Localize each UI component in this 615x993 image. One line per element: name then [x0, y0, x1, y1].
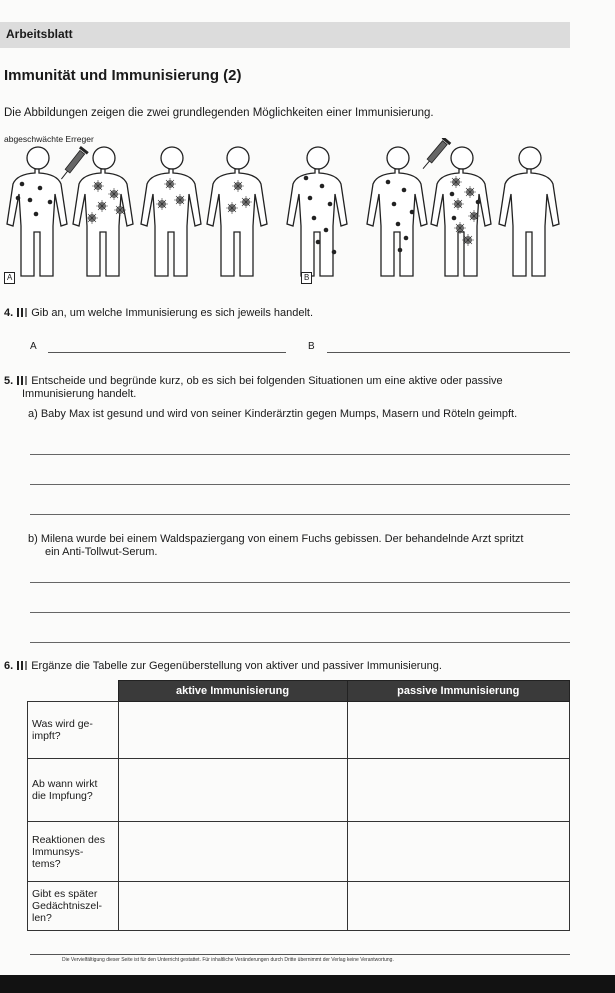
header-label: Arbeitsblatt: [6, 27, 73, 41]
task-4-label-a: A: [30, 341, 37, 352]
answer-line-b[interactable]: [327, 352, 570, 353]
task-5a: a) Baby Max ist gesund und wird von seiner Kinderärztin gegen Mumps, Masern und Röteln geimpft.: [28, 408, 518, 420]
task-5b: [28, 533, 523, 559]
task-5b-line2: ein Anti-Tollwut-Serum.: [45, 546, 158, 558]
answer-cell[interactable]: [118, 822, 347, 882]
task-6-text: Ergänze die Tabelle zur Gegenüberstellung von aktiver und passiver Immunisierung.: [31, 660, 442, 672]
row-label: Was wird ge- impft?: [28, 702, 119, 759]
footer-divider: [30, 954, 570, 955]
task-5-text-line1: Entscheide und begründe kurz, ob es sich bei folgenden Situationen um eine aktive oder passive: [31, 375, 503, 387]
column-header-passive: passive Immunisierung: [347, 681, 570, 702]
answer-cell[interactable]: [118, 702, 347, 759]
task-5b-line1: b) Milena wurde bei einem Waldspaziergang von einem Fuchs gebissen. Der behandelnde Arzt spritzt: [28, 533, 524, 545]
row-label: Gibt es später Gedächtniszel- len?: [28, 882, 119, 931]
header-bar: [0, 22, 570, 48]
task-5: [4, 375, 503, 401]
bottom-bar: [0, 975, 615, 993]
table-row: [28, 822, 570, 882]
writing-line[interactable]: [30, 582, 570, 583]
task-4-label-b: B: [308, 341, 315, 352]
difficulty-icon: [17, 376, 27, 385]
writing-line[interactable]: [30, 642, 570, 643]
pathogen-label: abgeschwächte Erreger: [4, 134, 94, 144]
footer-copyright: Die Vervielfältigung dieser Seite ist für den Unterricht gestattet. Für inhaltliche Veränderungen durch Dritte übernimmt der Verlag keine Verantwortung.: [62, 957, 394, 963]
task-6-number: 6.: [4, 660, 14, 672]
difficulty-icon: [17, 661, 27, 670]
answer-cell[interactable]: [347, 822, 570, 882]
page-title: Immunität und Immunisierung (2): [4, 67, 242, 84]
answer-cell[interactable]: [347, 759, 570, 822]
table-row: [28, 759, 570, 822]
table-corner: [28, 681, 119, 702]
task-4-number: 4.: [4, 307, 14, 319]
row-label: Ab wann wirkt die Impfung?: [28, 759, 119, 822]
task-4-text: Gib an, um welche Immunisierung es sich jeweils handelt.: [31, 307, 314, 319]
row-label: Reaktionen des Immunsys- tems?: [28, 822, 119, 882]
comparison-table: [27, 680, 570, 931]
table-row: [28, 882, 570, 931]
task-5-number: 5.: [4, 375, 14, 387]
task-6: [4, 660, 442, 672]
answer-cell[interactable]: [347, 702, 570, 759]
figure-label-a: A: [4, 272, 15, 284]
table-row: [28, 702, 570, 759]
writing-line[interactable]: [30, 484, 570, 485]
writing-line[interactable]: [30, 612, 570, 613]
answer-cell[interactable]: [118, 759, 347, 822]
writing-line[interactable]: [30, 514, 570, 515]
writing-line[interactable]: [30, 454, 570, 455]
task-5-text-line2: Immunisierung handelt.: [22, 388, 137, 400]
column-header-active: aktive Immunisierung: [118, 681, 347, 702]
answer-cell[interactable]: [118, 882, 347, 931]
immunization-illustration: [0, 138, 600, 298]
difficulty-icon: [17, 308, 27, 317]
answer-cell[interactable]: [347, 882, 570, 931]
intro-text: Die Abbildungen zeigen die zwei grundlegenden Möglichkeiten einer Immunisierung.: [4, 107, 434, 119]
answer-line-a[interactable]: [48, 352, 286, 353]
task-4: [4, 307, 313, 319]
figure-label-b: B: [301, 272, 312, 284]
